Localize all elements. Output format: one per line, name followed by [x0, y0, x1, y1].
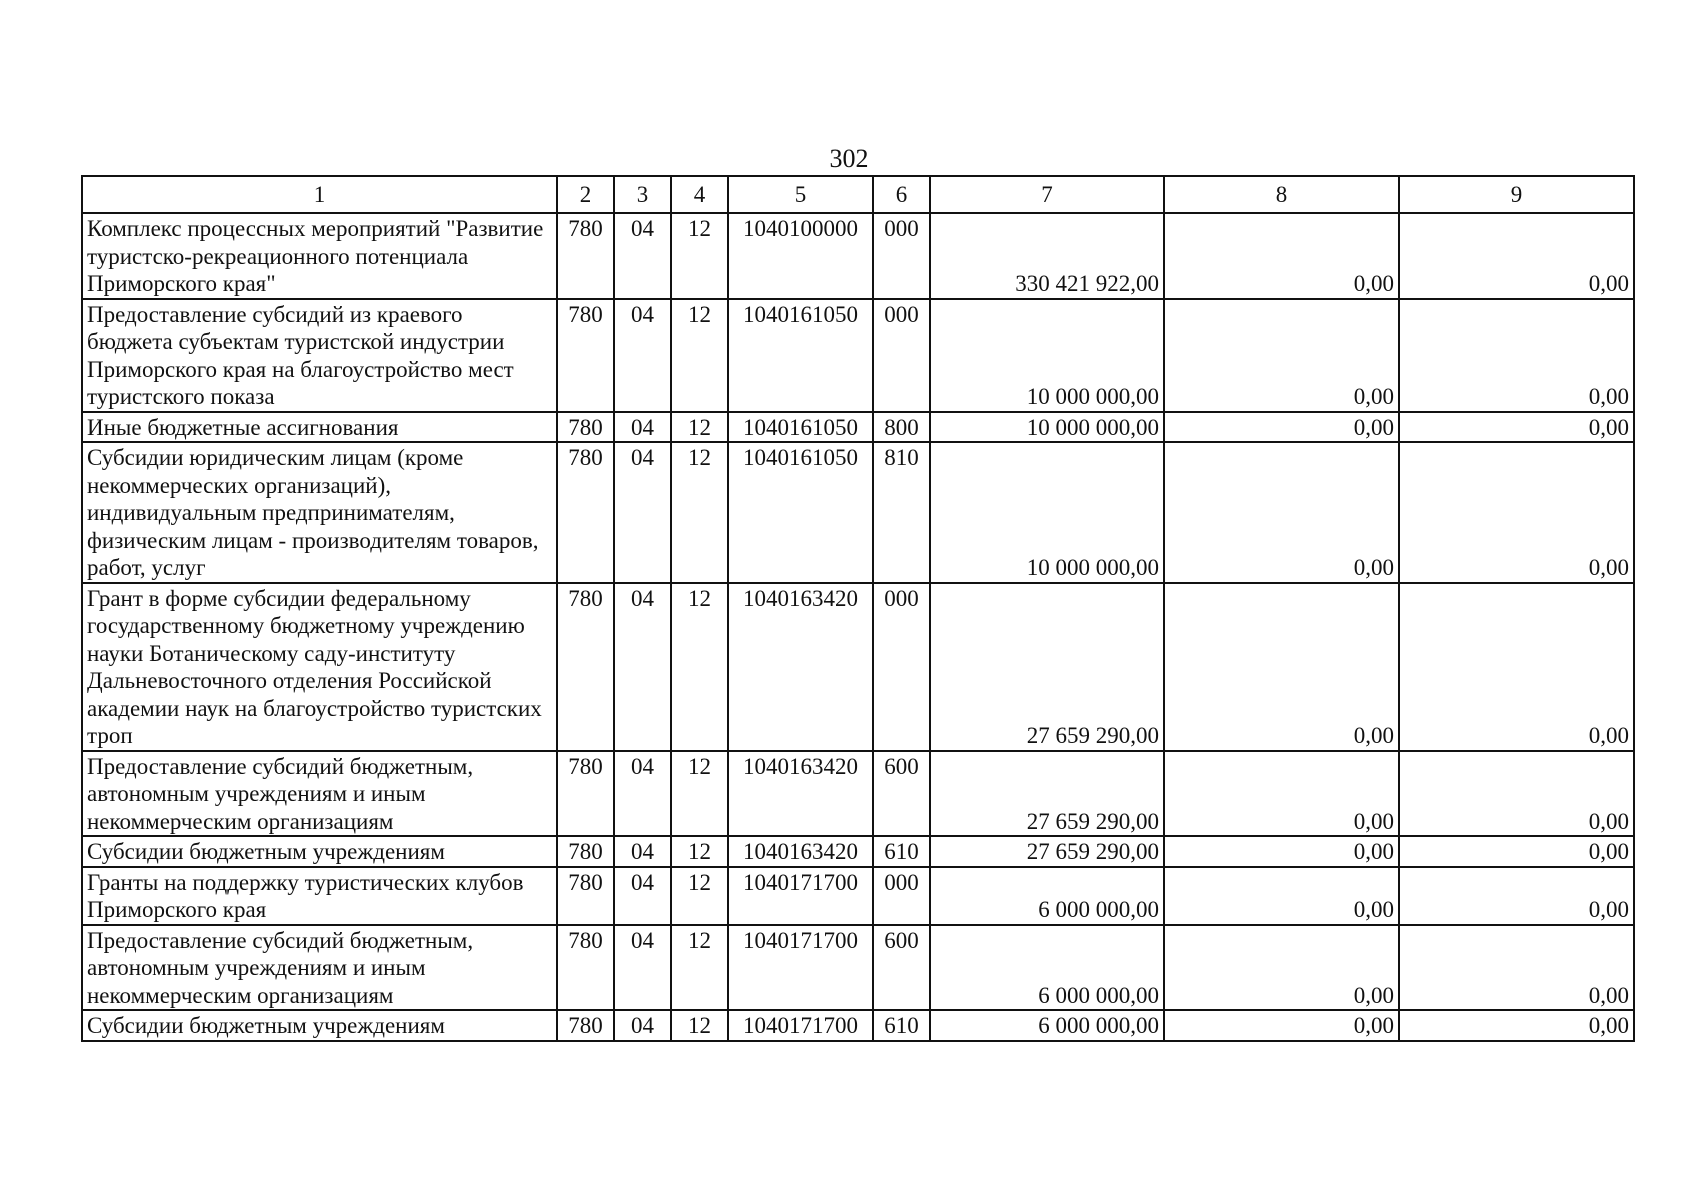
expense-type-code: 800 — [873, 412, 930, 443]
item-name: Предоставление субсидий бюджетным, автономным учреждениям и иным некоммерческим организациям — [82, 925, 557, 1011]
item-name: Субсидии бюджетным учреждениям — [82, 836, 557, 867]
column-header: 6 — [873, 176, 930, 213]
subsection-code: 12 — [671, 867, 728, 925]
target-article-code: 1040163420 — [728, 836, 873, 867]
item-name: Гранты на поддержку туристических клубов Приморского края — [82, 867, 557, 925]
target-article-code: 1040171700 — [728, 925, 873, 1011]
expense-type-code: 000 — [873, 299, 930, 412]
table-row — [82, 412, 1634, 443]
expense-type-code: 600 — [873, 751, 930, 837]
ministry-code: 780 — [557, 1010, 614, 1041]
item-name: Субсидии бюджетным учреждениям — [82, 1010, 557, 1041]
expense-type-code: 610 — [873, 836, 930, 867]
section-code: 04 — [614, 836, 671, 867]
section-code: 04 — [614, 299, 671, 412]
amount-col9: 0,00 — [1399, 836, 1634, 867]
column-number-row — [82, 176, 1634, 213]
table-row — [82, 213, 1634, 299]
item-name: Иные бюджетные ассигнования — [82, 412, 557, 443]
amount-col7: 27 659 290,00 — [930, 836, 1164, 867]
amount-col9: 0,00 — [1399, 583, 1634, 751]
amount-col9: 0,00 — [1399, 412, 1634, 443]
amount-col8: 0,00 — [1164, 836, 1399, 867]
item-name: Грант в форме субсидии федеральному государственному бюджетному учреждению науки Ботаническому саду-институту Дальневосточного отделения Российской академии наук на благоустройство туристских троп — [82, 583, 557, 751]
ministry-code: 780 — [557, 299, 614, 412]
amount-col9: 0,00 — [1399, 925, 1634, 1011]
table-row — [82, 925, 1634, 1011]
page-number: 302 — [829, 144, 869, 173]
amount-col7: 10 000 000,00 — [930, 299, 1164, 412]
column-header: 3 — [614, 176, 671, 213]
expense-type-code: 810 — [873, 442, 930, 583]
column-header: 7 — [930, 176, 1164, 213]
item-name: Комплекс процессных мероприятий "Развитие туристско-рекреационного потенциала Приморского края" — [82, 213, 557, 299]
column-header: 2 — [557, 176, 614, 213]
column-header: 4 — [671, 176, 728, 213]
subsection-code: 12 — [671, 412, 728, 443]
amount-col8: 0,00 — [1164, 925, 1399, 1011]
amount-col9: 0,00 — [1399, 751, 1634, 837]
column-header: 9 — [1399, 176, 1634, 213]
amount-col8: 0,00 — [1164, 751, 1399, 837]
table-row — [82, 1010, 1634, 1041]
section-code: 04 — [614, 213, 671, 299]
column-header: 8 — [1164, 176, 1399, 213]
subsection-code: 12 — [671, 836, 728, 867]
expense-type-code: 000 — [873, 583, 930, 751]
amount-col8: 0,00 — [1164, 442, 1399, 583]
ministry-code: 780 — [557, 925, 614, 1011]
amount-col9: 0,00 — [1399, 299, 1634, 412]
subsection-code: 12 — [671, 442, 728, 583]
amount-col9: 0,00 — [1399, 1010, 1634, 1041]
target-article-code: 1040161050 — [728, 442, 873, 583]
amount-col8: 0,00 — [1164, 299, 1399, 412]
ministry-code: 780 — [557, 751, 614, 837]
amount-col8: 0,00 — [1164, 583, 1399, 751]
target-article-code: 1040171700 — [728, 867, 873, 925]
amount-col7: 6 000 000,00 — [930, 867, 1164, 925]
amount-col8: 0,00 — [1164, 1010, 1399, 1041]
section-code: 04 — [614, 583, 671, 751]
target-article-code: 1040171700 — [728, 1010, 873, 1041]
subsection-code: 12 — [671, 299, 728, 412]
ministry-code: 780 — [557, 583, 614, 751]
ministry-code: 780 — [557, 442, 614, 583]
column-header: 1 — [82, 176, 557, 213]
table-row — [82, 751, 1634, 837]
amount-col8: 0,00 — [1164, 412, 1399, 443]
expense-type-code: 000 — [873, 867, 930, 925]
subsection-code: 12 — [671, 925, 728, 1011]
section-code: 04 — [614, 751, 671, 837]
ministry-code: 780 — [557, 412, 614, 443]
table-row — [82, 299, 1634, 412]
item-name: Предоставление субсидий бюджетным, автономным учреждениям и иным некоммерческим организациям — [82, 751, 557, 837]
amount-col7: 330 421 922,00 — [930, 213, 1164, 299]
expense-type-code: 600 — [873, 925, 930, 1011]
amount-col9: 0,00 — [1399, 213, 1634, 299]
subsection-code: 12 — [671, 1010, 728, 1041]
target-article-code: 1040161050 — [728, 299, 873, 412]
section-code: 04 — [614, 925, 671, 1011]
amount-col8: 0,00 — [1164, 213, 1399, 299]
amount-col9: 0,00 — [1399, 442, 1634, 583]
target-article-code: 1040163420 — [728, 583, 873, 751]
amount-col7: 27 659 290,00 — [930, 583, 1164, 751]
section-code: 04 — [614, 412, 671, 443]
target-article-code: 1040163420 — [728, 751, 873, 837]
section-code: 04 — [614, 1010, 671, 1041]
table-row — [82, 867, 1634, 925]
amount-col7: 10 000 000,00 — [930, 442, 1164, 583]
subsection-code: 12 — [671, 213, 728, 299]
budget-table — [81, 175, 1635, 1042]
amount-col7: 6 000 000,00 — [930, 1010, 1164, 1041]
table-row — [82, 836, 1634, 867]
table-row — [82, 583, 1634, 751]
table-row — [82, 442, 1634, 583]
ministry-code: 780 — [557, 836, 614, 867]
amount-col7: 10 000 000,00 — [930, 412, 1164, 443]
amount-col9: 0,00 — [1399, 867, 1634, 925]
ministry-code: 780 — [557, 867, 614, 925]
subsection-code: 12 — [671, 751, 728, 837]
expense-type-code: 610 — [873, 1010, 930, 1041]
item-name: Субсидии юридическим лицам (кроме некоммерческих организаций), индивидуальным предпринимателям, физическим лицам - производителям товаров, работ, услуг — [82, 442, 557, 583]
target-article-code: 1040100000 — [728, 213, 873, 299]
section-code: 04 — [614, 867, 671, 925]
item-name: Предоставление субсидий из краевого бюджета субъектам туристской индустрии Приморского края на благоустройство мест туристского показа — [82, 299, 557, 412]
amount-col8: 0,00 — [1164, 867, 1399, 925]
section-code: 04 — [614, 442, 671, 583]
column-header: 5 — [728, 176, 873, 213]
ministry-code: 780 — [557, 213, 614, 299]
target-article-code: 1040161050 — [728, 412, 873, 443]
amount-col7: 27 659 290,00 — [930, 751, 1164, 837]
amount-col7: 6 000 000,00 — [930, 925, 1164, 1011]
expense-type-code: 000 — [873, 213, 930, 299]
subsection-code: 12 — [671, 583, 728, 751]
